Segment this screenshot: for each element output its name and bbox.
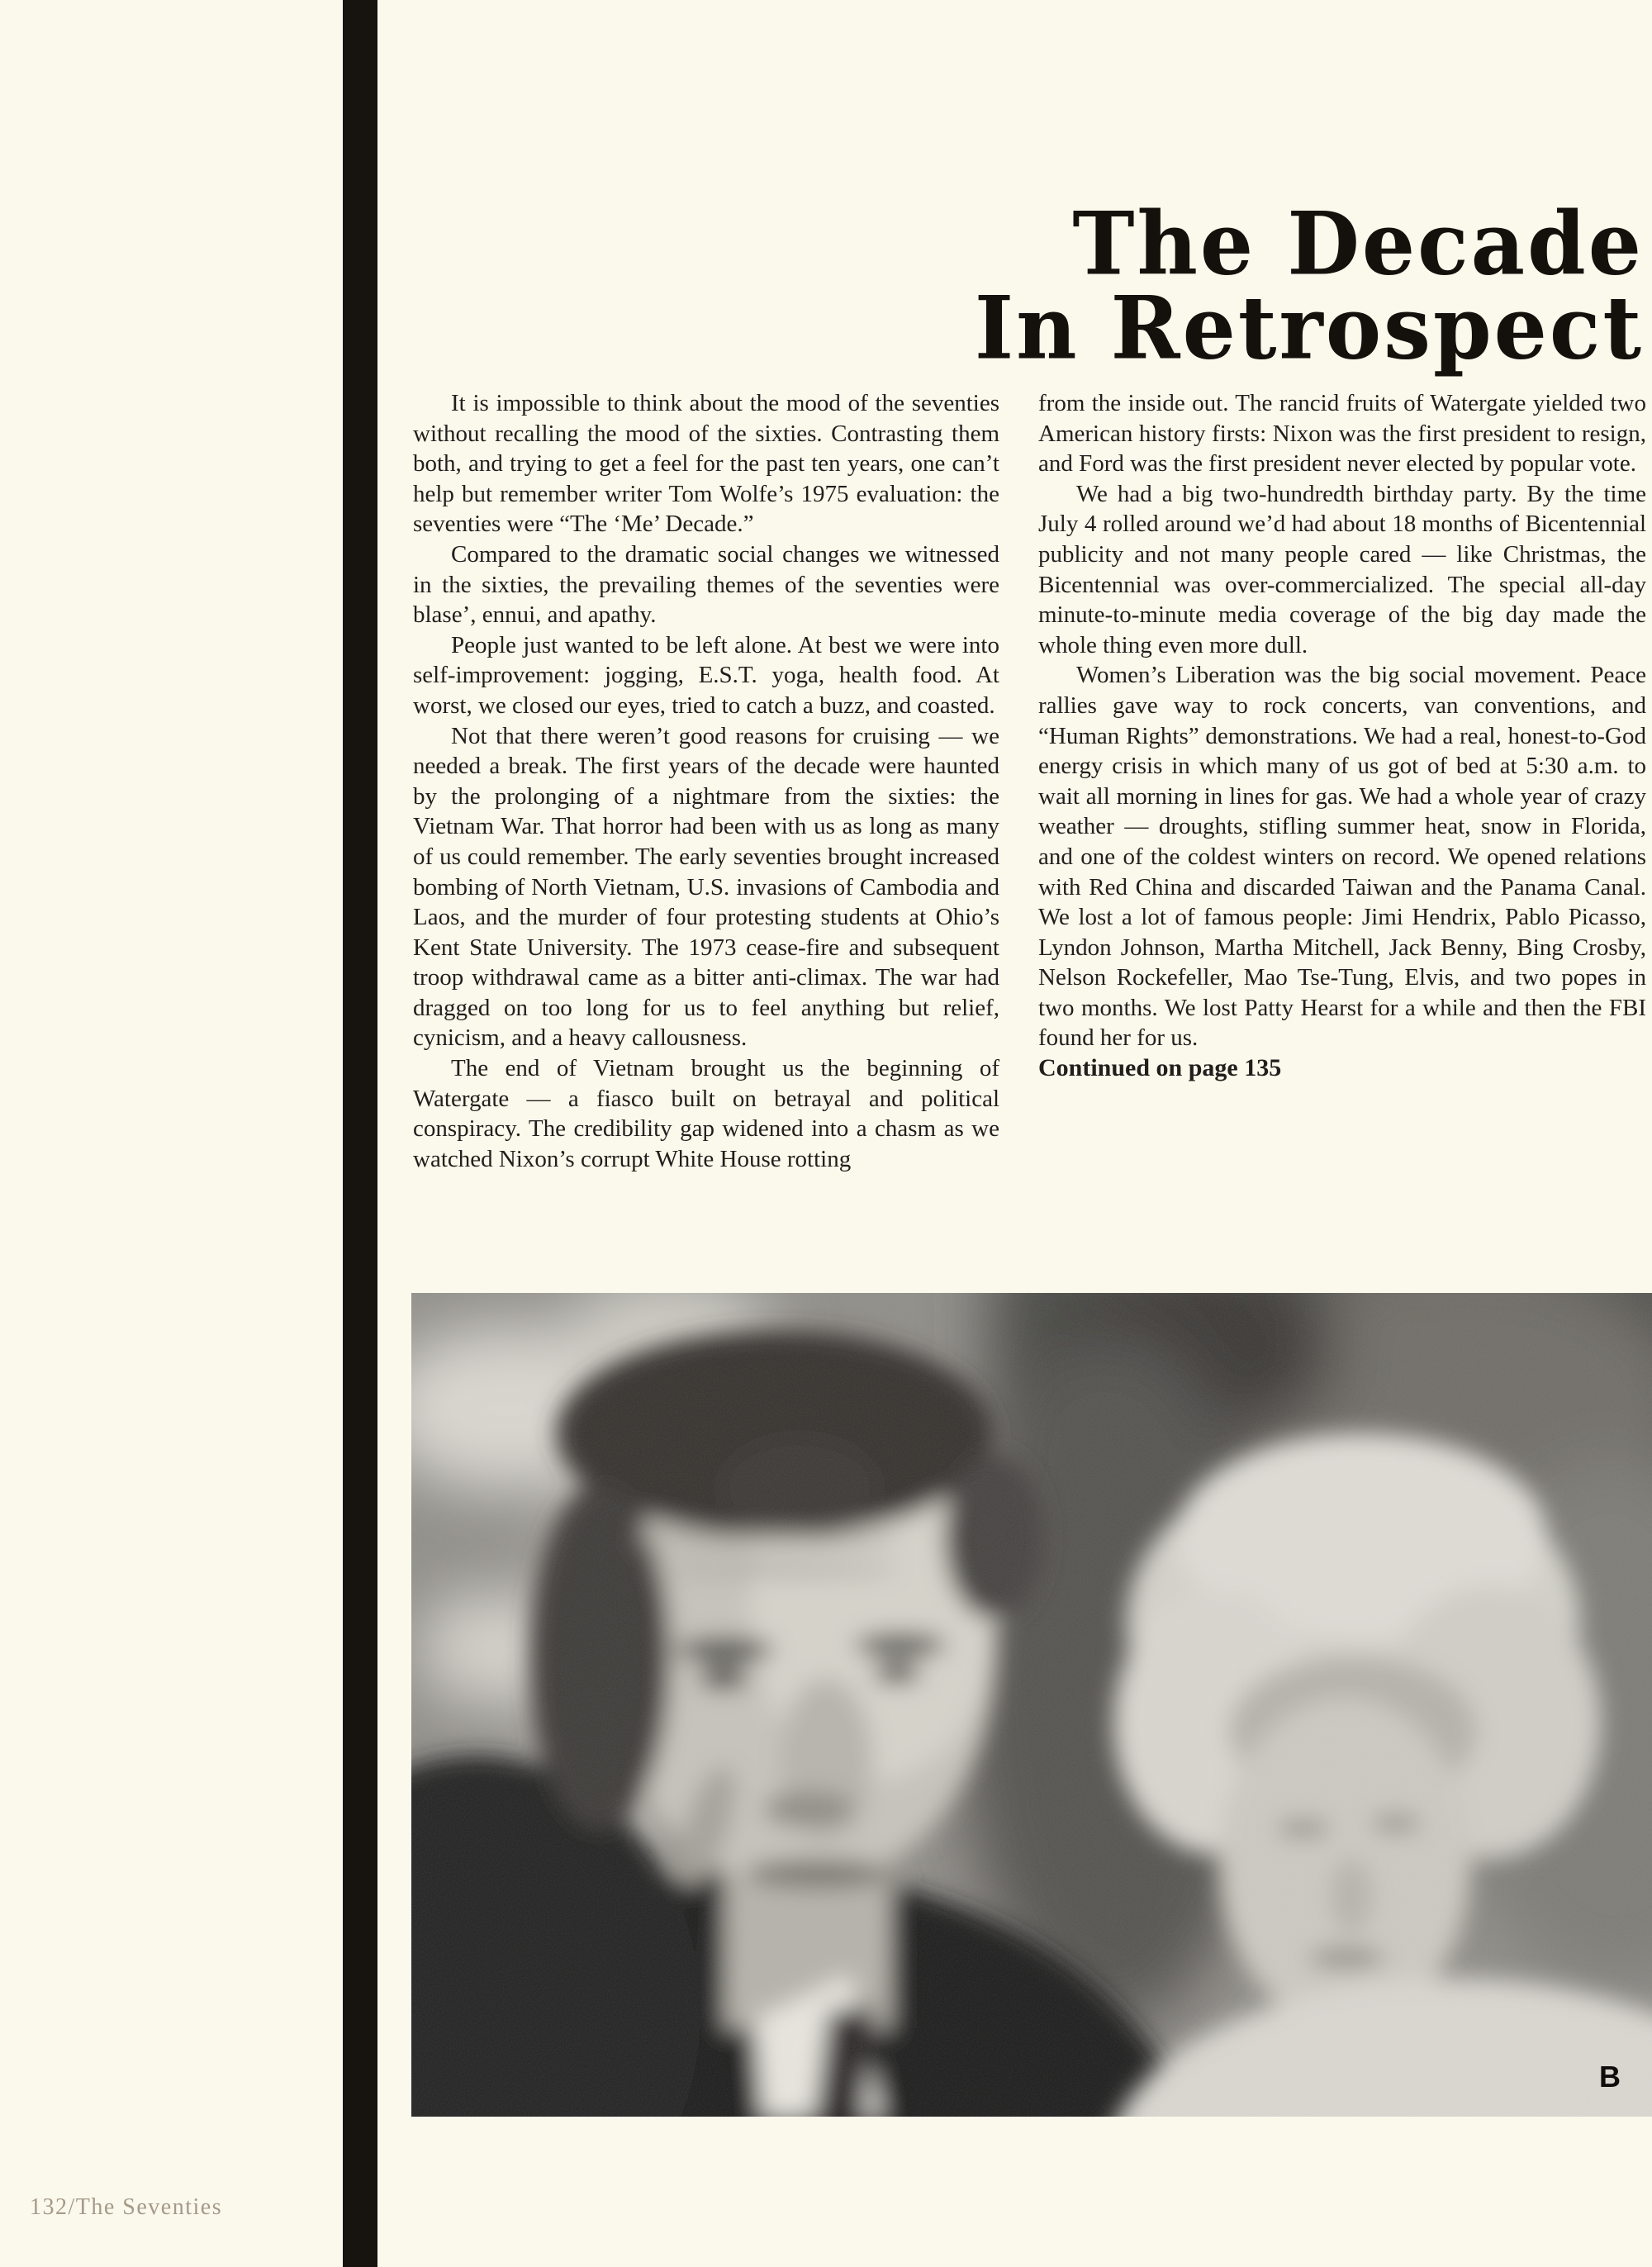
paragraph: People just wanted to be left alone. At best we were into self-improvement: jogging, E.S.T. yoga, health food. At worst, we closed our eyes, tried to catch a buzz, and coasted.: [413, 631, 999, 719]
page-title: [653, 192, 1644, 379]
paragraph: The end of Vietnam brought us the beginning of Watergate — a fiasco built on betrayal and political conspiracy. The credibility gap widened into a chasm as we watched Nixon’s corrupt White House rotting: [413, 1055, 999, 1172]
paragraph: It is impossible to think about the mood of the seventies without recalling the mood of the sixties. Contrasting them both, and trying to get a feel for the past ten years, one can’t help but remember writer Tom Wolfe’s 1975 evaluation: the seventies were “The ‘Me’ Decade.”: [413, 390, 999, 538]
article-column-left: [413, 388, 999, 1174]
spine-divider-bar: [343, 0, 377, 2267]
continued-note: Continued on page 135: [1038, 1054, 1282, 1082]
paragraph: Compared to the dramatic social changes we witnessed in the sixties, the prevailing themes of the seventies were blase’, ennui, and apathy.: [413, 540, 999, 629]
page-title-line2: In Retrospect: [974, 276, 1644, 379]
paragraph: from the inside out. The rancid fruits of Watergate yielded two American history firsts: Nixon was the first president to resign, and Ford was the first president never elected by popular vote.: [1038, 390, 1646, 478]
paragraph: Not that there weren’t good reasons for cruising — we needed a break. The first years of the decade were haunted by the prolonging of a nightmare from the sixties: the Vietnam War. That horror had been with us as long as many of us could remember. The early seventies brought increased bombing of North Vietnam, U.S. invasions of Cambodia and Laos, and the murder of four protesting students at Ohio’s Kent State University. The 1973 cease-fire and subsequent troop withdrawal came as a bitter anti-climax. The war had dragged on too long for us to feel anything but relief, cynicism, and a heavy callousness.: [413, 722, 999, 1052]
paragraph: Women’s Liberation was the big social movement. Peace rallies gave way to rock concerts, van conventions, and “Human Rights” demonstrations. We had a real, honest-to-God energy crisis in which many of us got of bed at 5:30 a.m. to wait all morning in lines for gas. We had a whole year of crazy weather — droughts, stifling summer heat, snow in Florida, and one of the coldest winters on record. We opened relations with Red China and discarded Taiwan and the Panama Canal. We lost a lot of famous people: Jimi Hendrix, Pablo Picasso, Lyndon Johnson, Martha Mitchell, Jack Benny, Bing Crosby, Nelson Rockefeller, Mao Tse-Tung, Elvis, and two popes in two months. We lost Patty Hearst for a while and then the FBI found her for us.: [1038, 662, 1646, 1052]
page-title-line1: The Decade: [1072, 192, 1644, 295]
paragraph: We had a big two-hundredth birthday party. By the time July 4 rolled around we’d had about 18 months of Bicentennial publicity and not many people cared — like Christmas, the Bicentennial was over-commercialized. The special all-day minute-to-minute media coverage of the big day made the whole thing even more dull.: [1038, 480, 1646, 658]
photo-credit-letter: B: [1599, 2060, 1621, 2094]
article-column-right: [1038, 388, 1646, 1084]
photo-nixon-and-pat: [411, 1293, 1652, 2117]
page-number-footer: 132/The Seventies: [30, 2194, 223, 2220]
photo-illustration: [411, 1293, 1652, 2117]
